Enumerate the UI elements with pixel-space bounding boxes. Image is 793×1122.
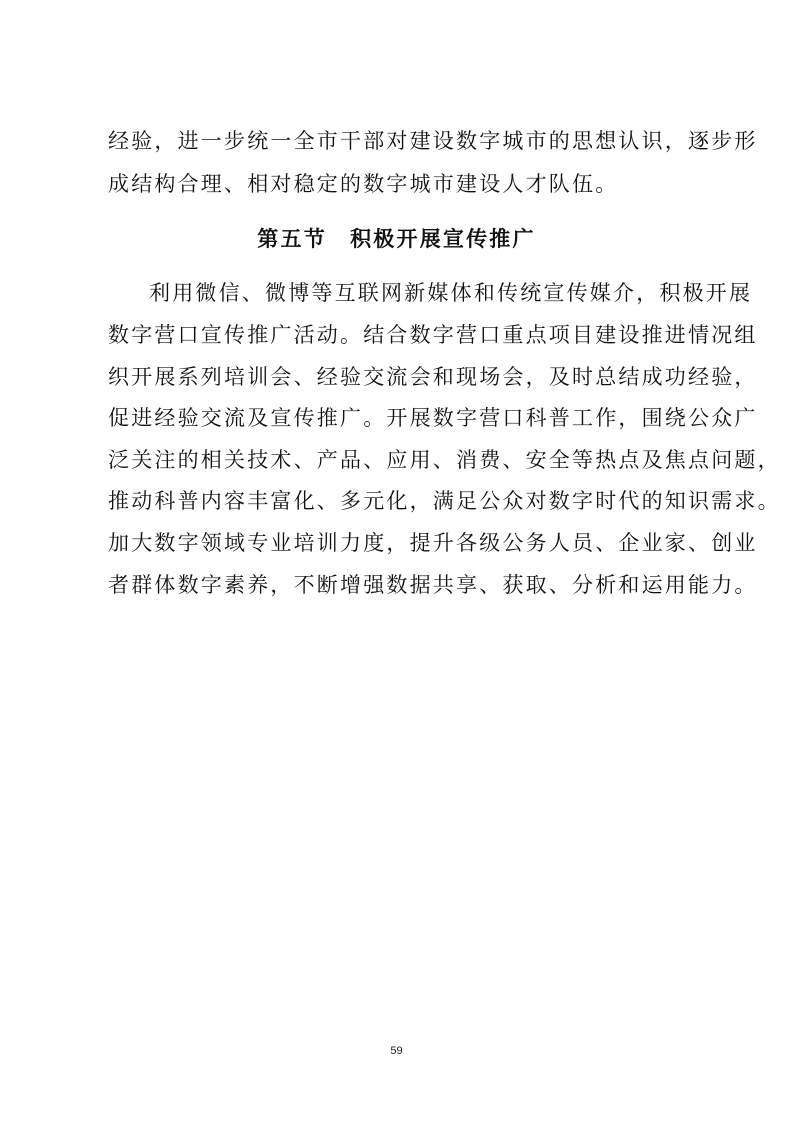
paragraph-line: 经验，进一步统一全市干部对建设数字城市的思想认识，逐步形 [108, 129, 758, 153]
paragraph-line: 加大数字领域专业培训力度，提升各级公务人员、企业家、创业 [108, 531, 758, 555]
paragraph-line: 泛关注的相关技术、产品、应用、消费、安全等热点及焦点问题， [108, 448, 781, 472]
section-heading: 第五节 积极开展宣传推广 [257, 227, 536, 251]
paragraph-line: 利用微信、微博等互联网新媒体和传统宣传媒介，积极开展 [149, 281, 753, 305]
paragraph-line: 促进经验交流及宣传推广。开展数字营口科普工作，围绕公众广 [108, 406, 758, 430]
paragraph-line: 者群体数字素养，不断增强数据共享、获取、分析和运用能力。 [108, 573, 758, 597]
paragraph-line: 织开展系列培训会、经验交流会和现场会，及时总结成功经验， [108, 365, 758, 389]
paragraph-line: 推动科普内容丰富化、多元化，满足公众对数字时代的知识需求。 [108, 489, 781, 513]
paragraph-line: 数字营口宣传推广活动。结合数字营口重点项目建设推进情况组 [108, 323, 758, 347]
page-number: 59 [390, 1045, 403, 1057]
paragraph-line: 成结构合理、相对稳定的数字城市建设人才队伍。 [108, 172, 619, 196]
